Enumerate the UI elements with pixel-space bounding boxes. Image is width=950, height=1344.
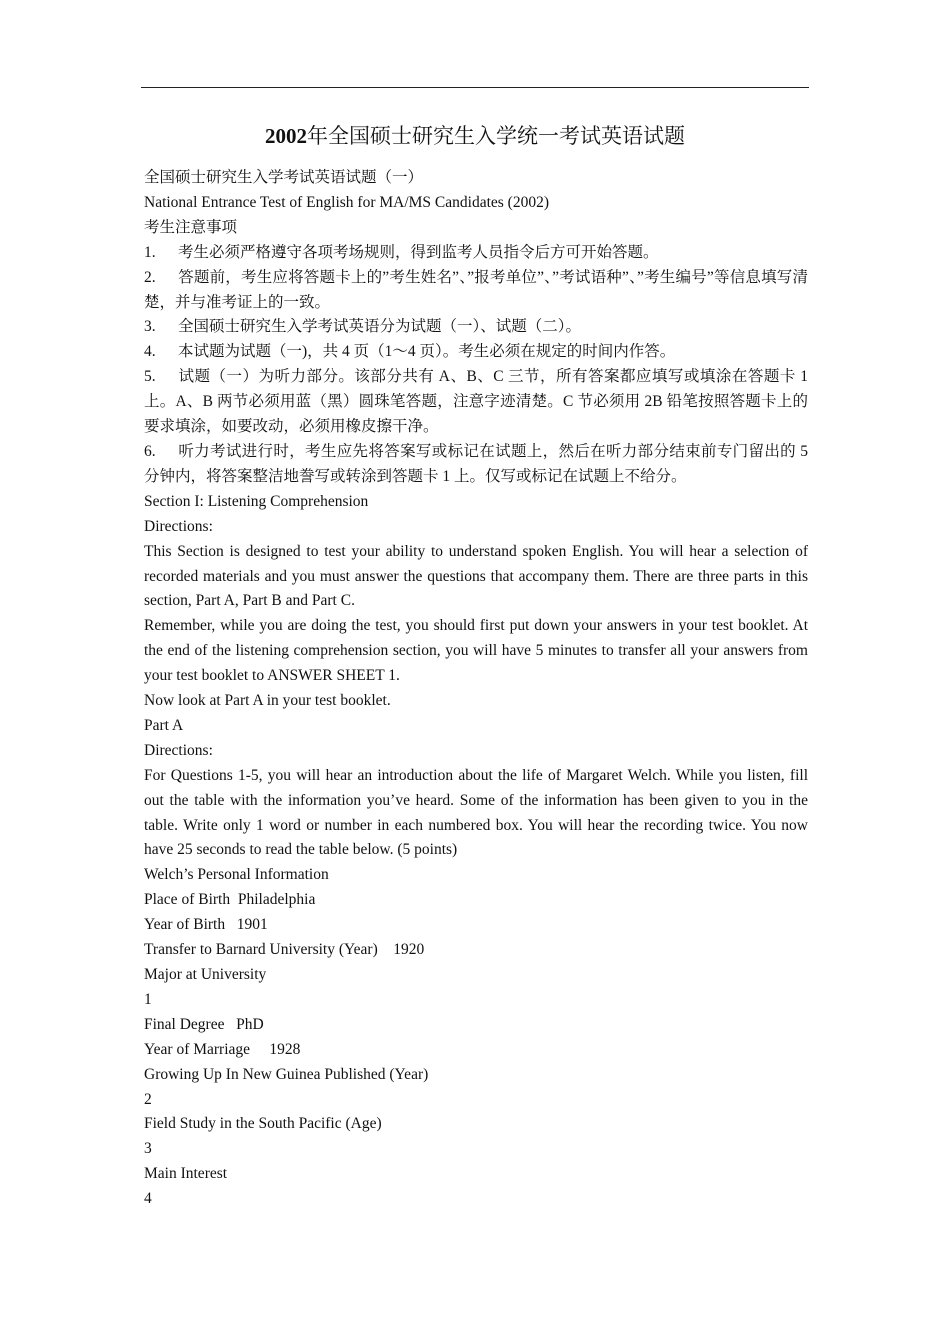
- directions-paragraph: Now look at Part A in your test booklet.: [144, 692, 391, 710]
- table-row: Major at University: [144, 966, 267, 983]
- document-title: [141, 122, 809, 150]
- table-row: Final Degree PhD: [144, 1015, 264, 1033]
- directions-label: Directions:: [144, 741, 213, 759]
- part-a-label: Part A: [144, 716, 184, 734]
- notice-text: 试题（一）为听力部分。该部分共有 A、B、C 三节，所有答案都应填写或填涂在答题卡 1 上。A、B 两节必须用蓝（黑）圆珠笔答题，注意字迹清楚。C 节必须用 2B 铅笔按照答题卡上的要求填涂，如要改动，必须用橡皮擦干净。: [144, 368, 808, 436]
- notice-heading: 考生注意事项: [144, 218, 238, 236]
- title-year: 2002: [265, 124, 307, 148]
- notice-text: 答题前，考生应将答题卡上的”考生姓名”、”报考单位”、”考试语种”、”考生编号”等信息填写清楚，并与准考证上的一致。: [144, 268, 808, 311]
- notice-number: 4.: [144, 343, 156, 361]
- directions-paragraph: Remember, while you are doing the test, you should first put down your answers in your test booklet. At the end of the listening comprehension section, you will have 5 minutes to transfer all your answers from your test booklet to ANSWER SHEET 1.: [144, 617, 808, 685]
- table-row: 2: [144, 1090, 152, 1108]
- notice-number: 1.: [144, 243, 156, 261]
- table-row: Main Interest: [144, 1165, 228, 1183]
- section-heading: Section I: Listening Comprehension: [144, 492, 369, 510]
- notice-number: 3.: [144, 318, 156, 336]
- table-row: Transfer to Barnard University (Year) 1920: [144, 941, 425, 959]
- directions-paragraph: This Section is designed to test your ability to understand spoken English. You will hear a selection of recorded materials and you must answer the questions that accompany them. There are three parts in this section, Part A, Part B and Part C.: [144, 542, 808, 610]
- notice-number: 2.: [144, 268, 156, 286]
- table-row: Year of Marriage 1928: [144, 1040, 301, 1058]
- notice-item: [144, 241, 808, 266]
- info-table: [144, 888, 808, 1212]
- notice-number: 6.: [144, 442, 156, 460]
- directions-label: Directions:: [144, 517, 213, 535]
- subtitle-chinese: 全国硕士研究生入学考试英语试题（一）: [144, 169, 424, 186]
- notice-item: [144, 340, 808, 365]
- table-row: Growing Up In New Guinea Published (Year): [144, 1065, 429, 1083]
- table-row: 1: [144, 990, 152, 1008]
- table-row: 3: [144, 1140, 152, 1158]
- table-row: Year of Birth 1901: [144, 916, 268, 934]
- table-row: Field Study in the South Pacific (Age): [144, 1115, 382, 1133]
- notice-text: 听力考试进行时，考生应先将答案写或标记在试题上，然后在听力部分结束前专门留出的 5 分钟内，将答案整洁地誊写或转涂到答题卡 1 上。仅写或标记在试题上不给分。: [144, 442, 808, 485]
- notice-item: [144, 315, 808, 340]
- notice-item: [144, 365, 808, 440]
- table-row: Place of Birth Philadelphia: [144, 891, 316, 909]
- top-rule: [141, 87, 809, 88]
- notice-item: [144, 266, 808, 316]
- document-body: [144, 166, 808, 1212]
- part-a-directions: For Questions 1-5, you will hear an introduction about the life of Margaret Welch. While you listen, fill out the table with the information you’ve heard. Some of the information has been given to you in the table. Write only 1 word or number in each numbered box. You will hear the recording twice. You now have 25 seconds to read the table below. (5 points): [144, 766, 808, 859]
- notice-text: 考生必须严格遵守各项考场规则，得到监考人员指令后方可开始答题。: [178, 243, 659, 261]
- notice-item: [144, 440, 808, 490]
- title-text: 年全国硕士研究生入学统一考试英语试题: [307, 124, 685, 148]
- table-row: 4: [144, 1190, 152, 1208]
- notice-text: 全国硕士研究生入学考试英语分为试题（一）、试题（二）。: [178, 318, 582, 336]
- table-title: Welch’s Personal Information: [144, 866, 329, 884]
- notice-text: 本试题为试题（一)，共 4 页（1～4 页）。考生必须在规定的时间内作答。: [178, 343, 676, 361]
- subtitle-english: National Entrance Test of English for MA/MS Candidates (2002): [144, 193, 549, 211]
- notice-number: 5.: [144, 368, 156, 386]
